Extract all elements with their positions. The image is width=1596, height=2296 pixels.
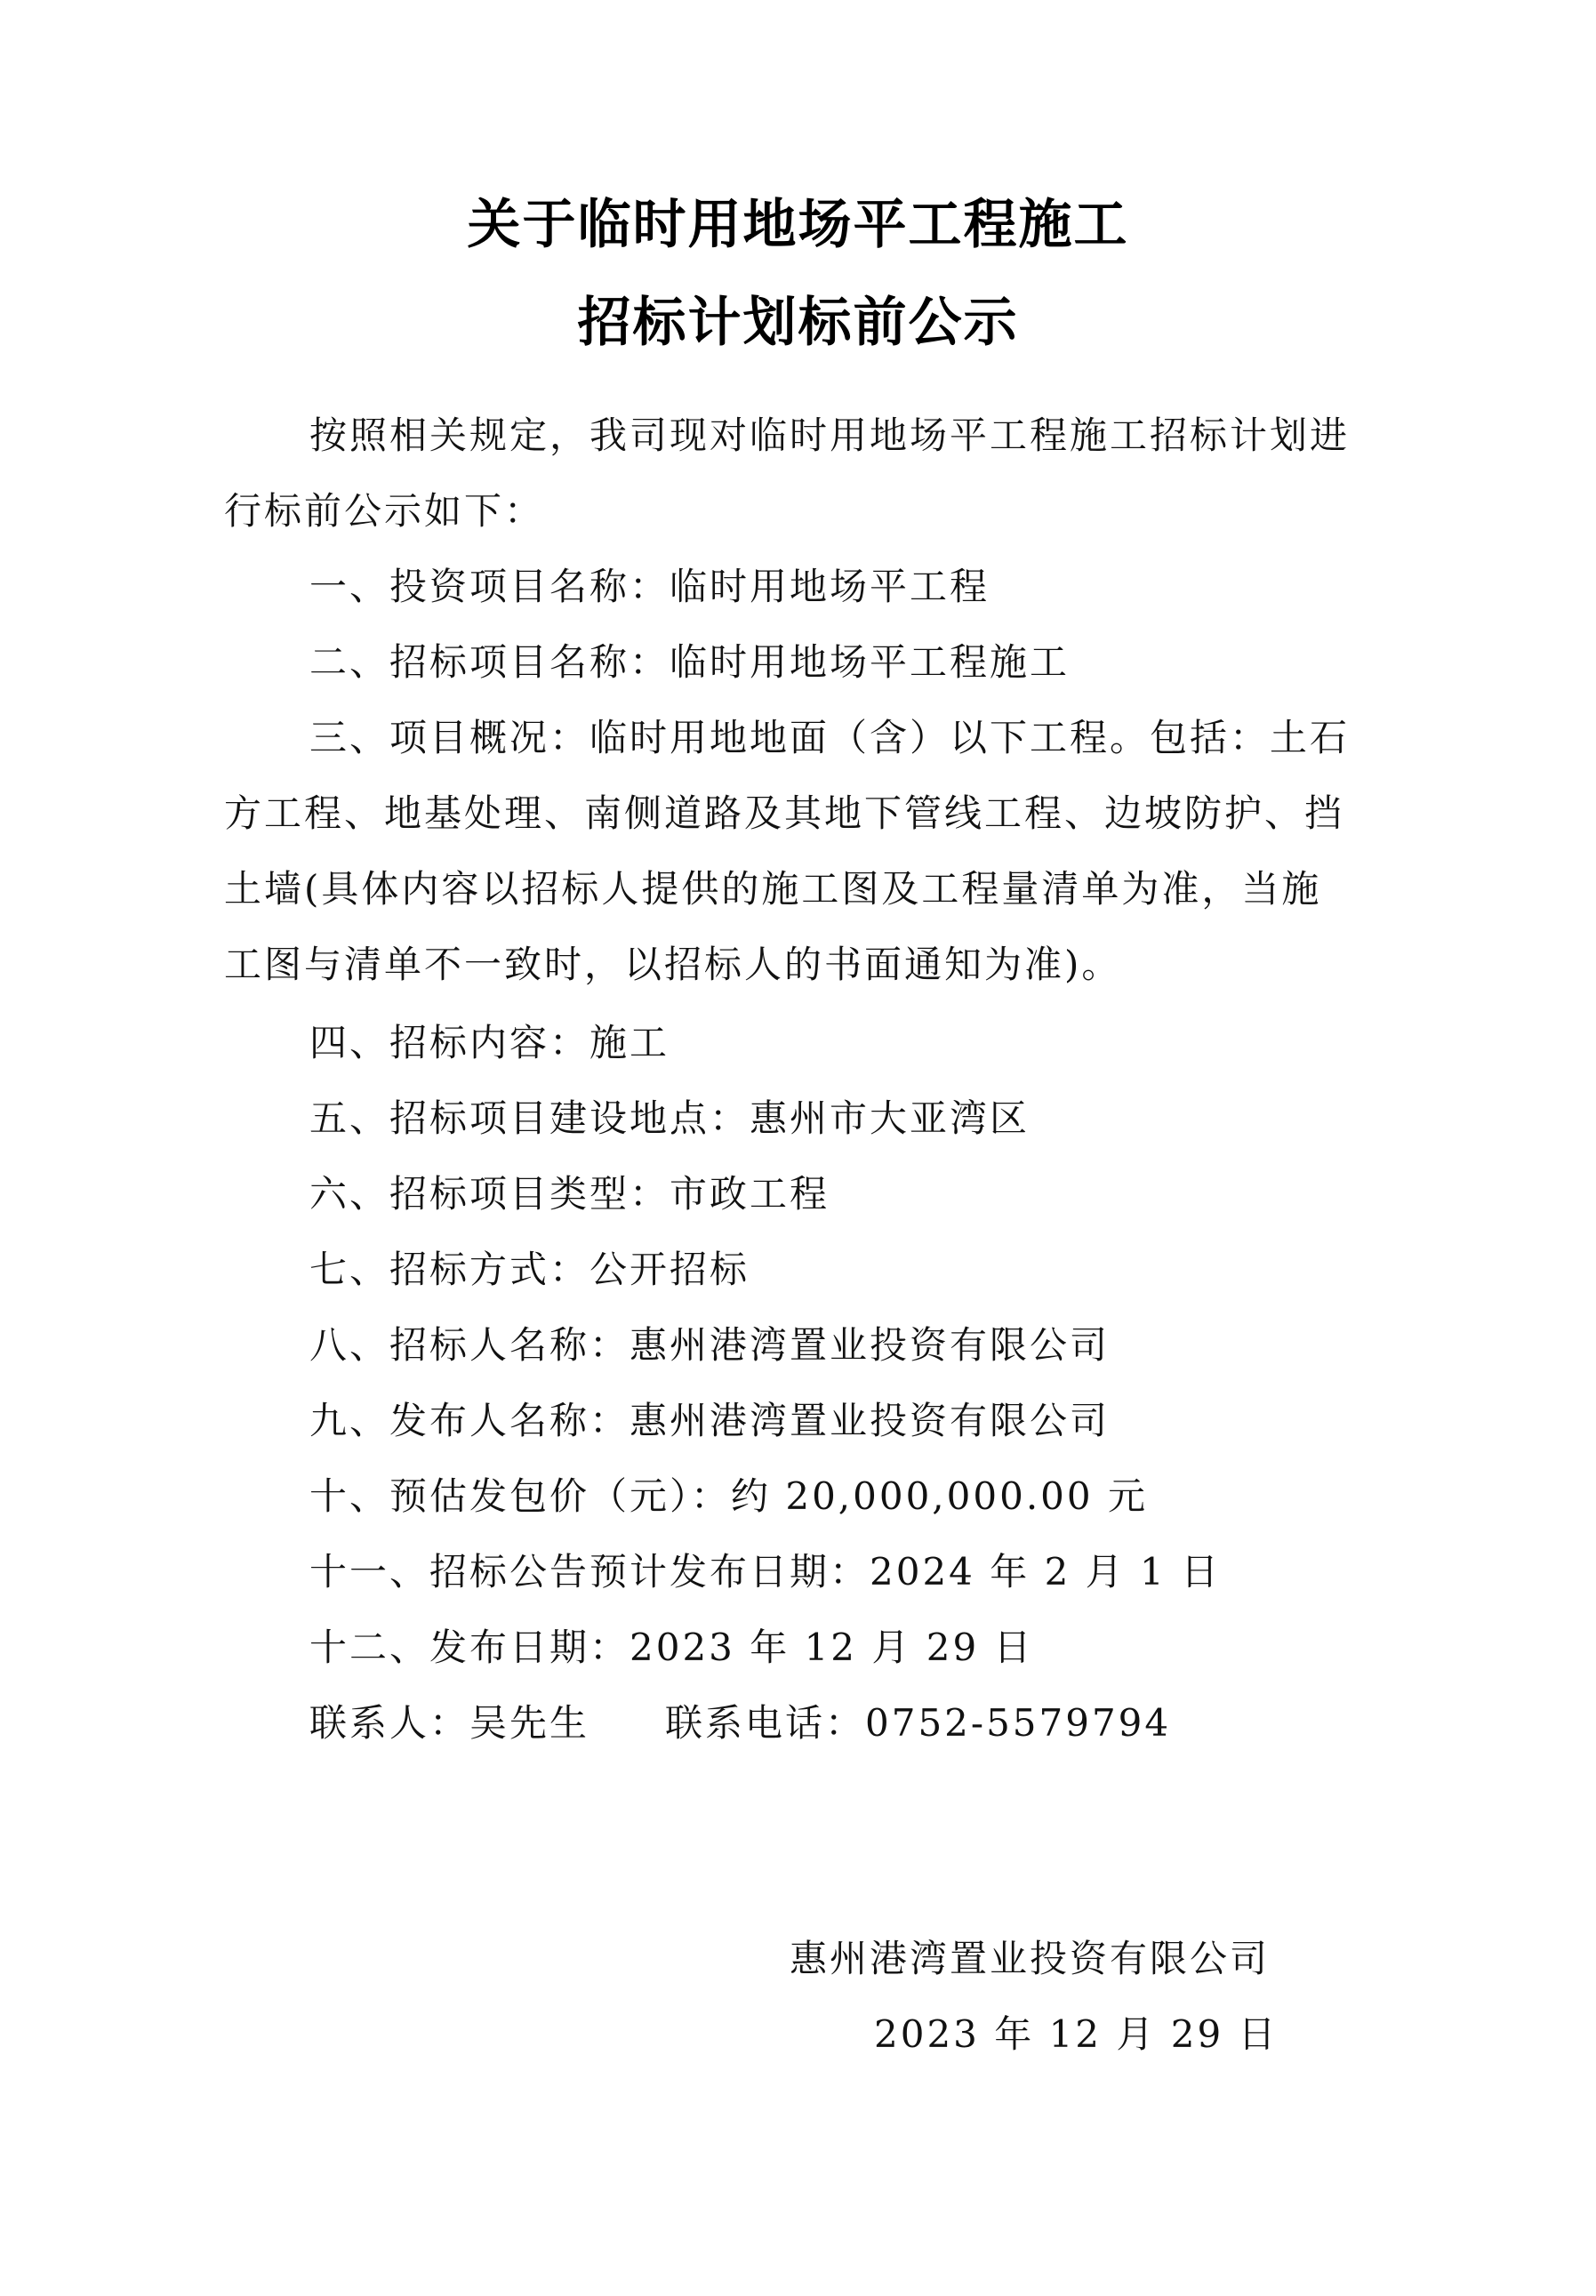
document-title-line2: 招标计划标前公示 xyxy=(577,292,1019,354)
item-tender-method: 七、招标方式：公开招标 xyxy=(309,1248,750,1291)
contact-person: 联系人：吴先生 xyxy=(309,1701,590,1745)
contact-phone: 联系电话：0752-5579794 xyxy=(665,1701,1172,1745)
item-overview-line3: 土墙(具体内容以招标人提供的施工图及工程量清单为准，当施 xyxy=(224,867,1322,911)
item-overview-line4: 工图与清单不一致时，以招标人的书面通知为准)。 xyxy=(224,943,1122,986)
item-construction-location: 五、招标项目建设地点：惠州市大亚湾区 xyxy=(309,1096,1031,1140)
item-announcement-date: 十一、招标公告预计发布日期：2024 年 2 月 1 日 xyxy=(309,1550,1222,1594)
item-overview-line2: 方工程、地基处理、南侧道路及其地下管线工程、边坡防护、挡 xyxy=(224,791,1345,835)
item-tender-project-name: 二、招标项目名称：临时用地场平工程施工 xyxy=(309,640,1071,684)
intro-line2: 行标前公示如下： xyxy=(224,489,545,533)
document-title-line1: 关于临时用地场平工程施工 xyxy=(467,194,1129,256)
item-publisher-name: 九、发布人名称：惠州港湾置业投资有限公司 xyxy=(309,1399,1111,1442)
item-estimated-price: 十、预估发包价（元）：约 20,000,000.00 元 xyxy=(309,1474,1148,1518)
signature-date: 2023 年 12 月 29 日 xyxy=(874,2012,1279,2056)
item-publish-date: 十二、发布日期：2023 年 12 月 29 日 xyxy=(309,1626,1034,1669)
item-project-type: 六、招标项目类型：市政工程 xyxy=(309,1172,830,1216)
item-investment-project-name: 一、投资项目名称：临时用地场平工程 xyxy=(309,565,990,608)
item-overview-line1: 三、项目概况：临时用地地面（含）以下工程。包括：土石 xyxy=(309,716,1351,759)
signature-company: 惠州港湾置业投资有限公司 xyxy=(790,1937,1271,1980)
item-tender-content: 四、招标内容：施工 xyxy=(309,1021,670,1064)
intro-line1: 按照相关规定，我司现对临时用地场平工程施工招标计划进 xyxy=(309,413,1351,457)
item-tenderer-name: 八、招标人名称：惠州港湾置业投资有限公司 xyxy=(309,1323,1111,1367)
